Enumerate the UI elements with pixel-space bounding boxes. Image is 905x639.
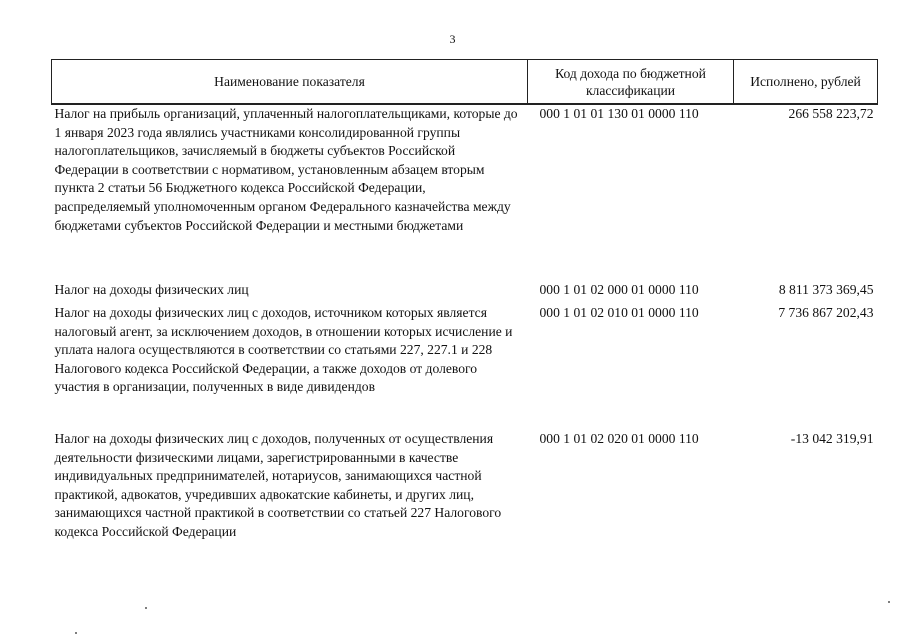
table-row [52,304,878,430]
indicator-name-cell: Налог на доходы физических лиц с доходов, полученных от осуществления деятельности физическими лицами, зарегистрированными в качестве индивидуальных предпринимателей, нотариусов, занимающихся частной практикой, адвокатов, учредивших адвокатские кабинеты, и других лиц, занимающихся частной практикой в соответствии со статьей 227 Налогового кодекса Российской Федерации [54,431,502,539]
table-row [52,281,878,304]
indicator-name-cell: Налог на доходы физических лиц [54,282,249,297]
indicator-name-cell: Налог на доходы физических лиц с доходов, источником которых является налоговый агент, за исключением доходов, в отношении которых исчисление и уплата налога осуществляются в соответствии со статьями 227, 227.1 и 228 Налогового кодекса Российской Федерации, а также доходов от долевого участия в организации, полученных в виде дивидендов [54,305,513,395]
header-budget-code: Код дохода по бюджетной классификации [528,60,734,105]
amount-cell: 8 811 373 369,45 [778,282,874,297]
amount-cell: 7 736 867 202,43 [778,305,874,320]
table-row [52,430,878,560]
budget-code-cell: 000 1 01 02 010 01 0000 110 [539,305,699,320]
amount-cell: 266 558 223,72 [788,106,874,121]
budget-code-cell: 000 1 01 02 000 01 0000 110 [539,282,699,297]
header-indicator-name: Наименование показателя [52,60,528,105]
header-row [52,60,878,105]
scan-speck [75,632,77,634]
page-number: 3 [449,32,456,46]
budget-code-cell: 000 1 01 01 130 01 0000 110 [539,106,699,121]
table-row [52,104,878,281]
budget-code-cell: 000 1 01 02 020 01 0000 110 [539,431,699,446]
indicator-name-cell: Налог на прибыль организаций, уплаченный налогоплательщиками, которые до 1 января 2023 года являлись участниками консолидированной группы налогоплательщиков, зачисляемый в бюджеты субъектов Российской Федерации в соответствии с нормативом, установленным абзацем вторым пункта 2 статьи 56 Бюджетного кодекса Российской Федерации, распределяемый уполномоченным органом Федерального казначейства между бюджетами субъектов Российской Федерации и местными бюджетами [54,106,518,233]
header-executed-amount: Исполнено, рублей [734,60,878,105]
revenue-table [51,59,878,560]
table-header [52,60,878,105]
scan-speck [145,607,147,609]
scan-speck [888,601,890,603]
table-body [52,104,878,560]
amount-cell: -13 042 319,91 [790,431,874,446]
